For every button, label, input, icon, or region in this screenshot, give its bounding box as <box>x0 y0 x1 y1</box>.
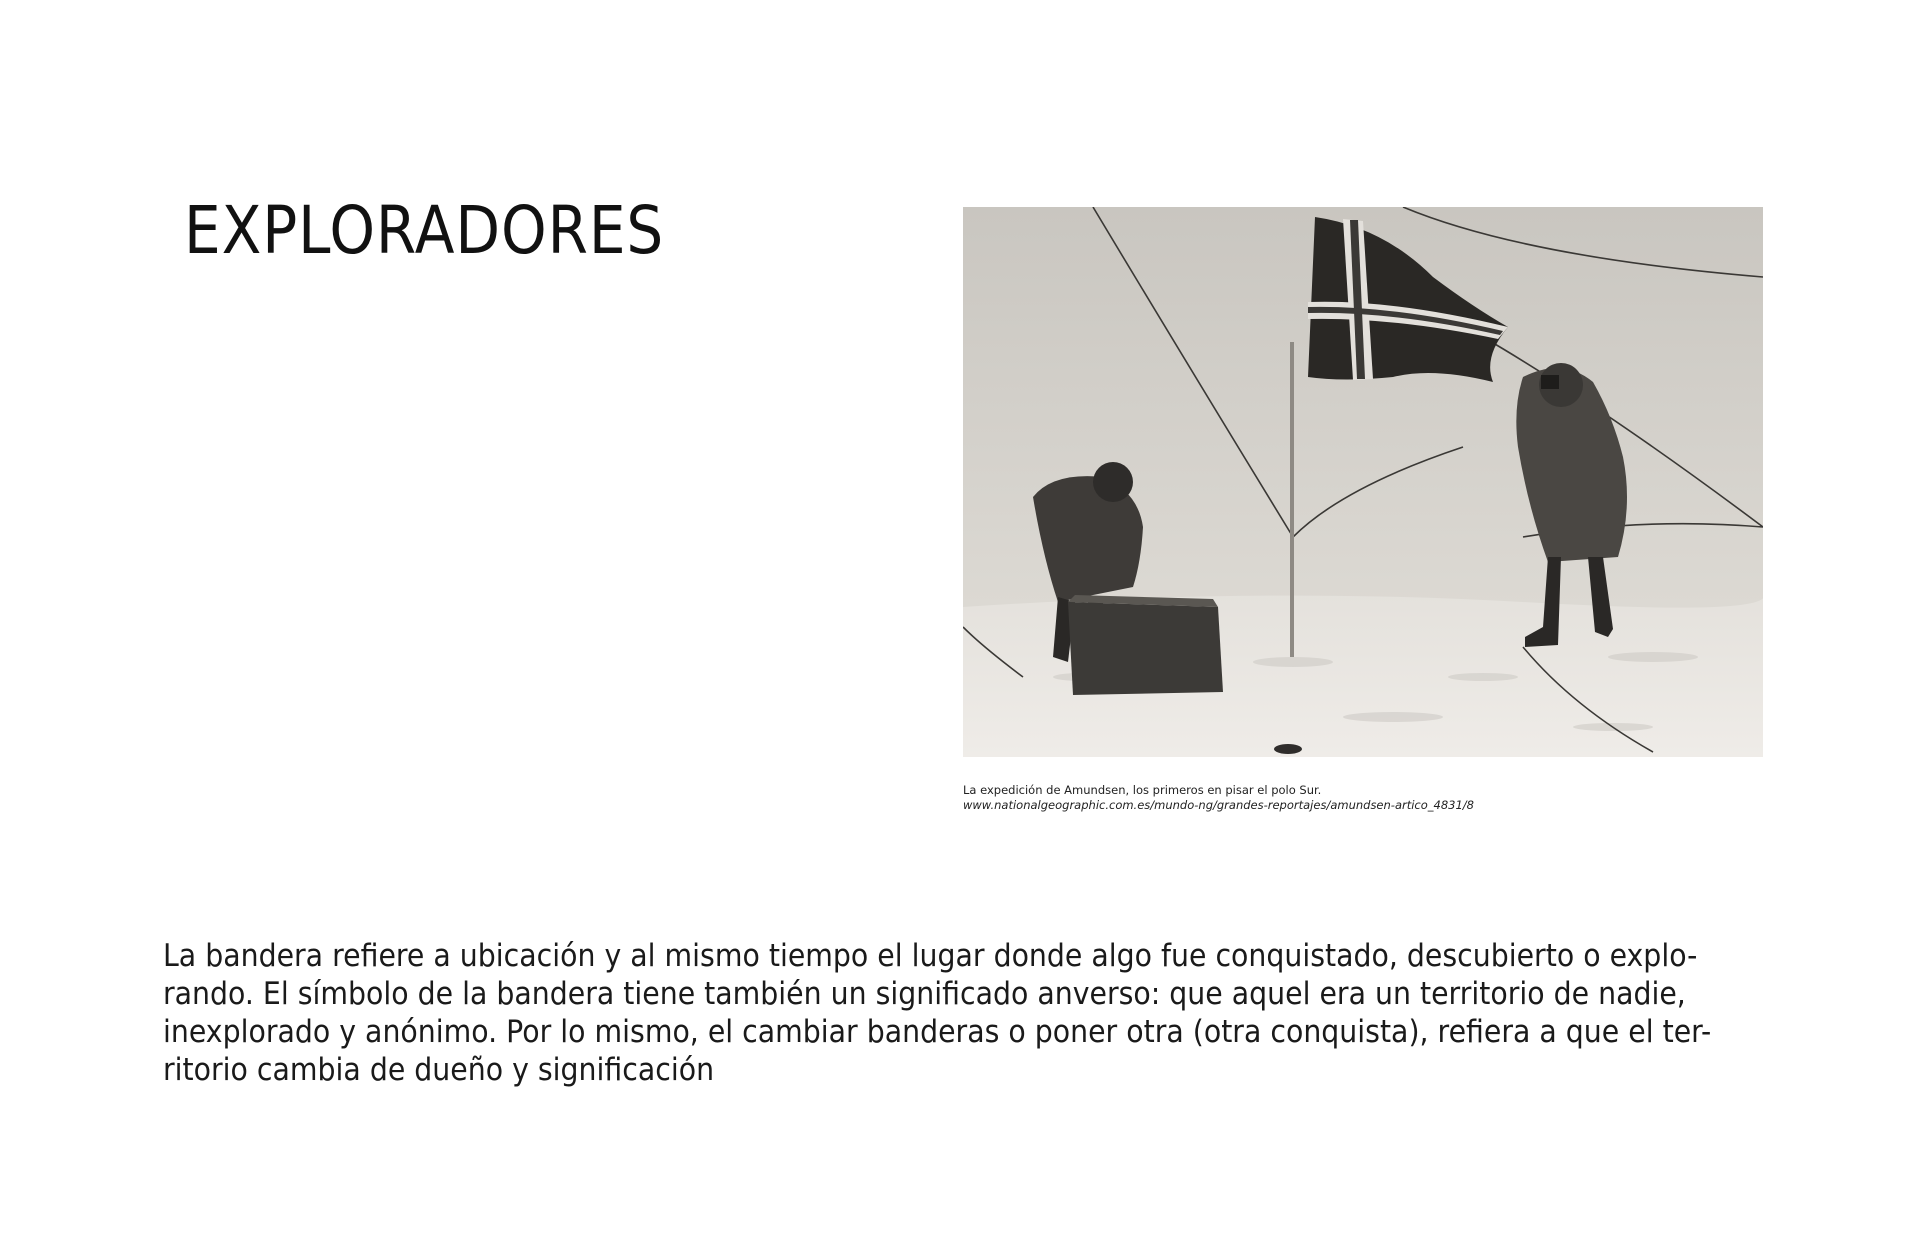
flag-pole <box>1290 342 1294 657</box>
body-paragraph <box>163 937 1712 1089</box>
photo-illustration <box>963 207 1763 757</box>
snow-object <box>1274 744 1302 754</box>
page-title: EXPLORADORES <box>184 192 665 269</box>
body-line: inexplorado y anónimo. Por lo mismo, el cambiar banderas o poner otra (otra conquista), refiera a que el ter- <box>163 1014 1712 1050</box>
photo-caption <box>963 783 1474 813</box>
body-line: La bandera refiere a ubicación y al mismo tiempo el lugar donde algo fue conquistado, descubierto o explo- <box>163 938 1698 974</box>
wooden-box <box>1068 595 1223 695</box>
caption-text: La expedición de Amundsen, los primeros en pisar el polo Sur. <box>963 783 1322 797</box>
body-line: ritorio cambia de dueño y significación <box>163 1052 715 1088</box>
body-line: rando. El símbolo de la bandera tiene también un significado anverso: que aquel era un territorio de nadie, <box>163 976 1686 1012</box>
caption-source-url: www.nationalgeographic.com.es/mundo-ng/grandes-reportajes/amundsen-artico_4831/8 <box>963 798 1474 812</box>
expedition-photo <box>963 207 1763 757</box>
